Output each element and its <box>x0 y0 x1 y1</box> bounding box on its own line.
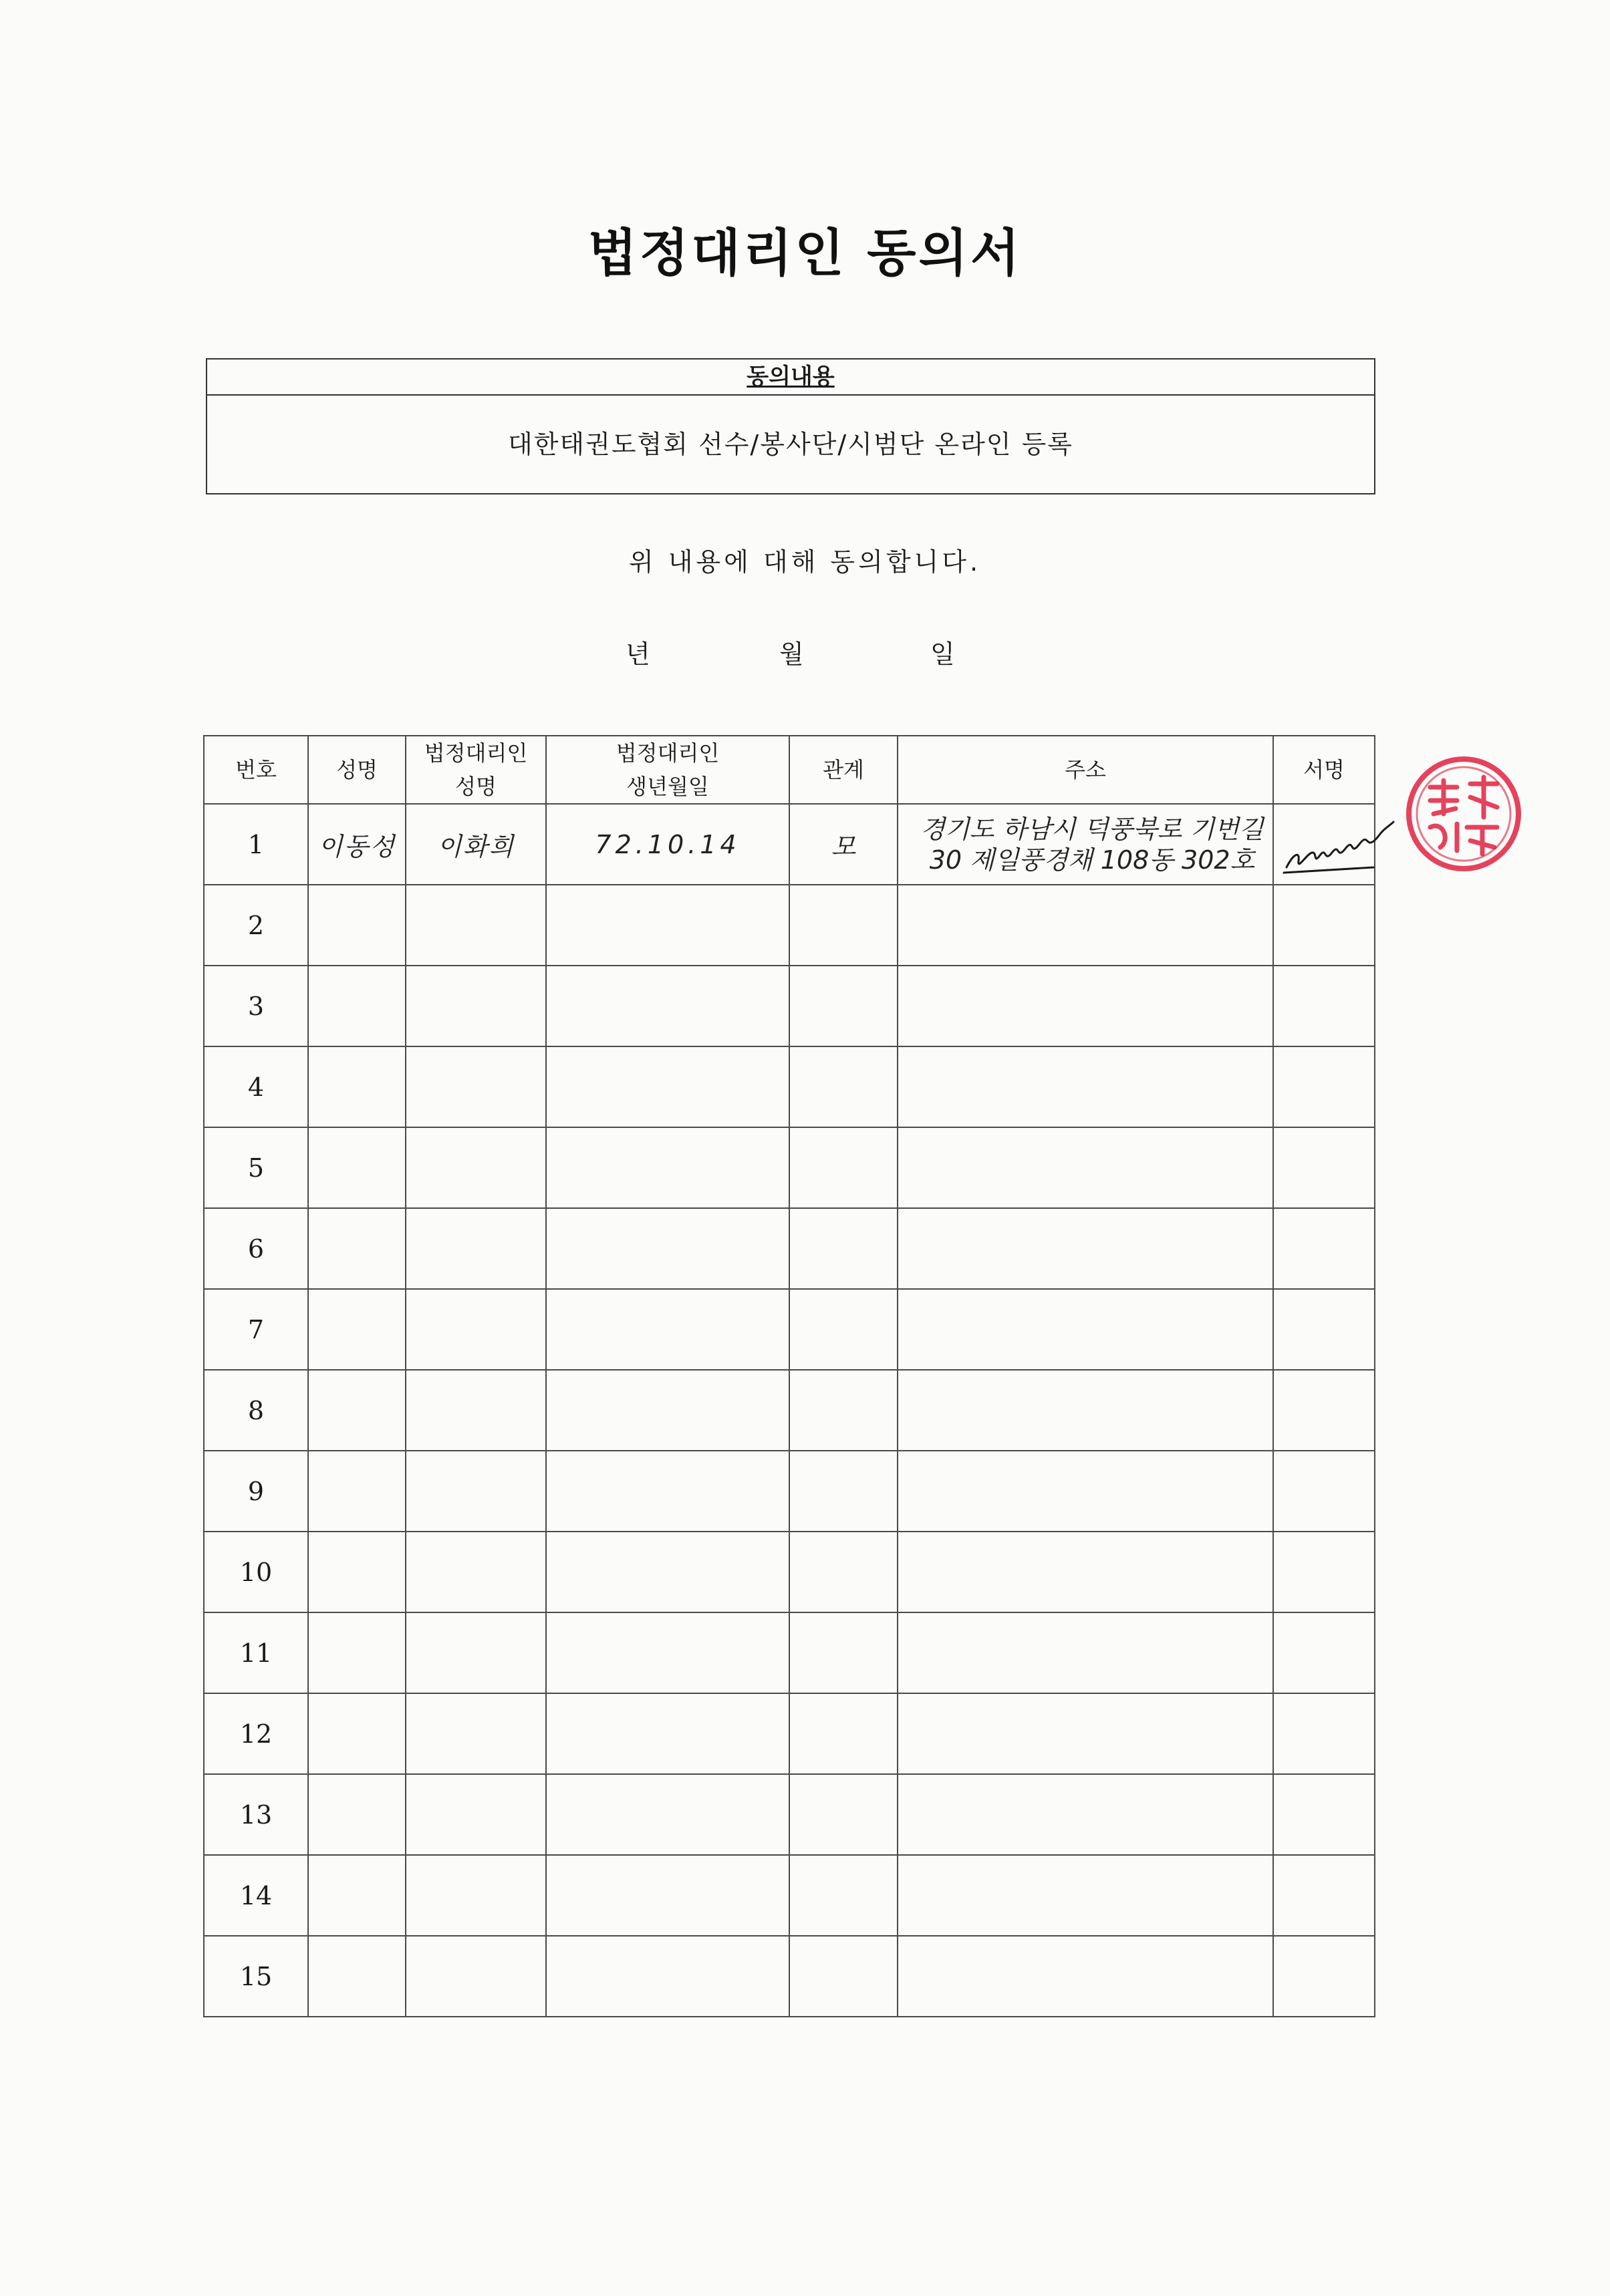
cell-relation <box>789 1208 898 1289</box>
cell-signature <box>1273 885 1375 966</box>
date-year-label: 년 <box>626 639 650 669</box>
table-row <box>204 1532 1375 1612</box>
cell-name <box>308 1774 406 1855</box>
cell-guardian-birth <box>546 1370 789 1451</box>
cell-address <box>898 1127 1273 1208</box>
consent-box <box>206 358 1375 494</box>
cell-guardian-birth: 72.10.14 <box>546 804 789 885</box>
cell-address <box>898 1693 1273 1774</box>
cell-name: 이동성 <box>308 804 406 885</box>
table-row <box>204 1855 1375 1936</box>
cell-address <box>898 885 1273 966</box>
cell-name <box>308 1936 406 2017</box>
cell-name <box>308 1451 406 1532</box>
cell-address <box>898 1855 1273 1936</box>
table-row <box>204 1208 1375 1289</box>
cell-signature <box>1273 966 1375 1046</box>
cell-guardian-name <box>406 1289 546 1370</box>
cell-no: 5 <box>204 1127 308 1208</box>
cell-guardian-birth <box>546 1046 789 1127</box>
col-guardian-name-header <box>406 736 546 804</box>
cell-no: 13 <box>204 1774 308 1855</box>
table-header-row <box>204 736 1375 804</box>
cell-name <box>308 1370 406 1451</box>
consent-table <box>203 735 1375 2017</box>
cell-relation <box>789 885 898 966</box>
cell-no: 10 <box>204 1532 308 1612</box>
cell-relation <box>789 1855 898 1936</box>
cell-signature <box>1273 1289 1375 1370</box>
cell-name <box>308 1855 406 1936</box>
cell-guardian-birth <box>546 1451 789 1532</box>
cell-guardian-birth <box>546 1208 789 1289</box>
col-guardian-birth-header-line1: 법정대리인 <box>616 740 720 766</box>
cell-name <box>308 1612 406 1693</box>
cell-name <box>308 1693 406 1774</box>
cell-guardian-name <box>406 1774 546 1855</box>
consent-header-label: 동의내용 <box>747 364 835 390</box>
cell-name <box>308 885 406 966</box>
col-address-header: 주소 <box>898 736 1273 804</box>
cell-signature <box>1273 1612 1375 1693</box>
cell-signature <box>1273 1693 1375 1774</box>
cell-address <box>898 1046 1273 1127</box>
cell-guardian-birth <box>546 1774 789 1855</box>
cell-guardian-name <box>406 1451 546 1532</box>
cell-signature <box>1273 1370 1375 1451</box>
cell-relation <box>789 1693 898 1774</box>
agree-statement: 위 내용에 대해 동의합니다. <box>628 547 982 577</box>
cell-no: 2 <box>204 885 308 966</box>
cell-relation <box>789 1774 898 1855</box>
seal-stamp <box>1403 754 1524 874</box>
cell-guardian-name <box>406 1936 546 2017</box>
cell-address <box>898 1774 1273 1855</box>
col-no-header: 번호 <box>204 736 308 804</box>
col-relation-header: 관계 <box>789 736 898 804</box>
table-row <box>204 1289 1375 1370</box>
cell-guardian-name <box>406 1046 546 1127</box>
cell-no: 6 <box>204 1208 308 1289</box>
cell-address <box>898 1612 1273 1693</box>
cell-name <box>308 1127 406 1208</box>
table-row <box>204 885 1375 966</box>
table-row <box>204 1936 1375 2017</box>
cell-address <box>898 804 1273 885</box>
cell-address <box>898 1532 1273 1612</box>
col-guardian-birth-header-line2: 생년월일 <box>626 774 709 799</box>
cell-guardian-name: 이화희 <box>406 804 546 885</box>
cell-relation <box>789 1612 898 1693</box>
cell-no: 1 <box>204 804 308 885</box>
cell-guardian-birth <box>546 1855 789 1936</box>
cell-guardian-birth <box>546 1289 789 1370</box>
cell-address <box>898 1370 1273 1451</box>
cell-name <box>308 1289 406 1370</box>
cell-signature <box>1273 1046 1375 1127</box>
cell-relation <box>789 1127 898 1208</box>
cell-guardian-birth <box>546 1936 789 2017</box>
cell-name <box>308 1208 406 1289</box>
cell-guardian-birth <box>546 885 789 966</box>
cell-no: 12 <box>204 1693 308 1774</box>
cell-no: 7 <box>204 1289 308 1370</box>
col-guardian-name-header-line1: 법정대리인 <box>424 740 528 766</box>
cell-name <box>308 966 406 1046</box>
cell-guardian-name <box>406 1693 546 1774</box>
table-row <box>204 1127 1375 1208</box>
cell-name <box>308 1532 406 1612</box>
cell-guardian-name <box>406 1208 546 1289</box>
cell-signature <box>1273 1532 1375 1612</box>
cell-address <box>898 1451 1273 1532</box>
cell-relation: 모 <box>789 804 898 885</box>
cell-signature <box>1273 1855 1375 1936</box>
cell-no: 3 <box>204 966 308 1046</box>
cell-address-line2: 30 제일풍경채 108동 302호 <box>929 845 1255 875</box>
cell-signature <box>1273 1127 1375 1208</box>
cell-relation <box>789 1532 898 1612</box>
cell-signature <box>1273 1451 1375 1532</box>
col-guardian-birth-header <box>546 736 789 804</box>
date-day-label: 일 <box>930 639 955 669</box>
cell-guardian-name <box>406 1532 546 1612</box>
cell-guardian-name <box>406 1612 546 1693</box>
cell-address-line1: 경기도 하남시 덕풍북로 기번길 <box>920 814 1264 844</box>
cell-signature <box>1273 1208 1375 1289</box>
col-name-header: 성명 <box>308 736 406 804</box>
cell-name <box>308 1046 406 1127</box>
cell-guardian-birth <box>546 1532 789 1612</box>
cell-signature <box>1273 1774 1375 1855</box>
page-title: 법정대리인 동의서 <box>587 223 1023 283</box>
table-row <box>204 1693 1375 1774</box>
table-row <box>204 1774 1375 1855</box>
cell-address <box>898 1936 1273 2017</box>
cell-no: 14 <box>204 1855 308 1936</box>
consent-header <box>207 360 1374 396</box>
cell-no: 11 <box>204 1612 308 1693</box>
cell-no: 4 <box>204 1046 308 1127</box>
table-row <box>204 1451 1375 1532</box>
table-row <box>204 966 1375 1046</box>
cell-address <box>898 966 1273 1046</box>
cell-guardian-birth <box>546 1693 789 1774</box>
cell-no: 8 <box>204 1370 308 1451</box>
cell-guardian-name <box>406 1127 546 1208</box>
cell-relation <box>789 1289 898 1370</box>
cell-relation <box>789 1370 898 1451</box>
cell-relation <box>789 1451 898 1532</box>
table-row <box>204 1046 1375 1127</box>
col-signature-header: 서명 <box>1273 736 1375 804</box>
consent-body: 대한태권도협회 선수/봉사단/시범단 온라인 등록 <box>507 430 1073 459</box>
cell-no: 15 <box>204 1936 308 2017</box>
cell-guardian-name <box>406 966 546 1046</box>
cell-guardian-birth <box>546 966 789 1046</box>
cell-address <box>898 1208 1273 1289</box>
cell-guardian-name <box>406 1855 546 1936</box>
cell-signature <box>1273 1936 1375 2017</box>
table-row <box>204 1612 1375 1693</box>
cell-no: 9 <box>204 1451 308 1532</box>
col-guardian-name-header-line2: 성명 <box>455 774 497 799</box>
cell-address <box>898 1289 1273 1370</box>
signature-scribble <box>1280 814 1400 881</box>
table-row <box>204 804 1375 885</box>
cell-guardian-name <box>406 885 546 966</box>
cell-guardian-name <box>406 1370 546 1451</box>
cell-relation <box>789 1936 898 2017</box>
date-month-label: 월 <box>779 639 804 669</box>
cell-guardian-birth <box>546 1127 789 1208</box>
cell-relation <box>789 1046 898 1127</box>
cell-relation <box>789 966 898 1046</box>
table-row <box>204 1370 1375 1451</box>
cell-guardian-birth <box>546 1612 789 1693</box>
